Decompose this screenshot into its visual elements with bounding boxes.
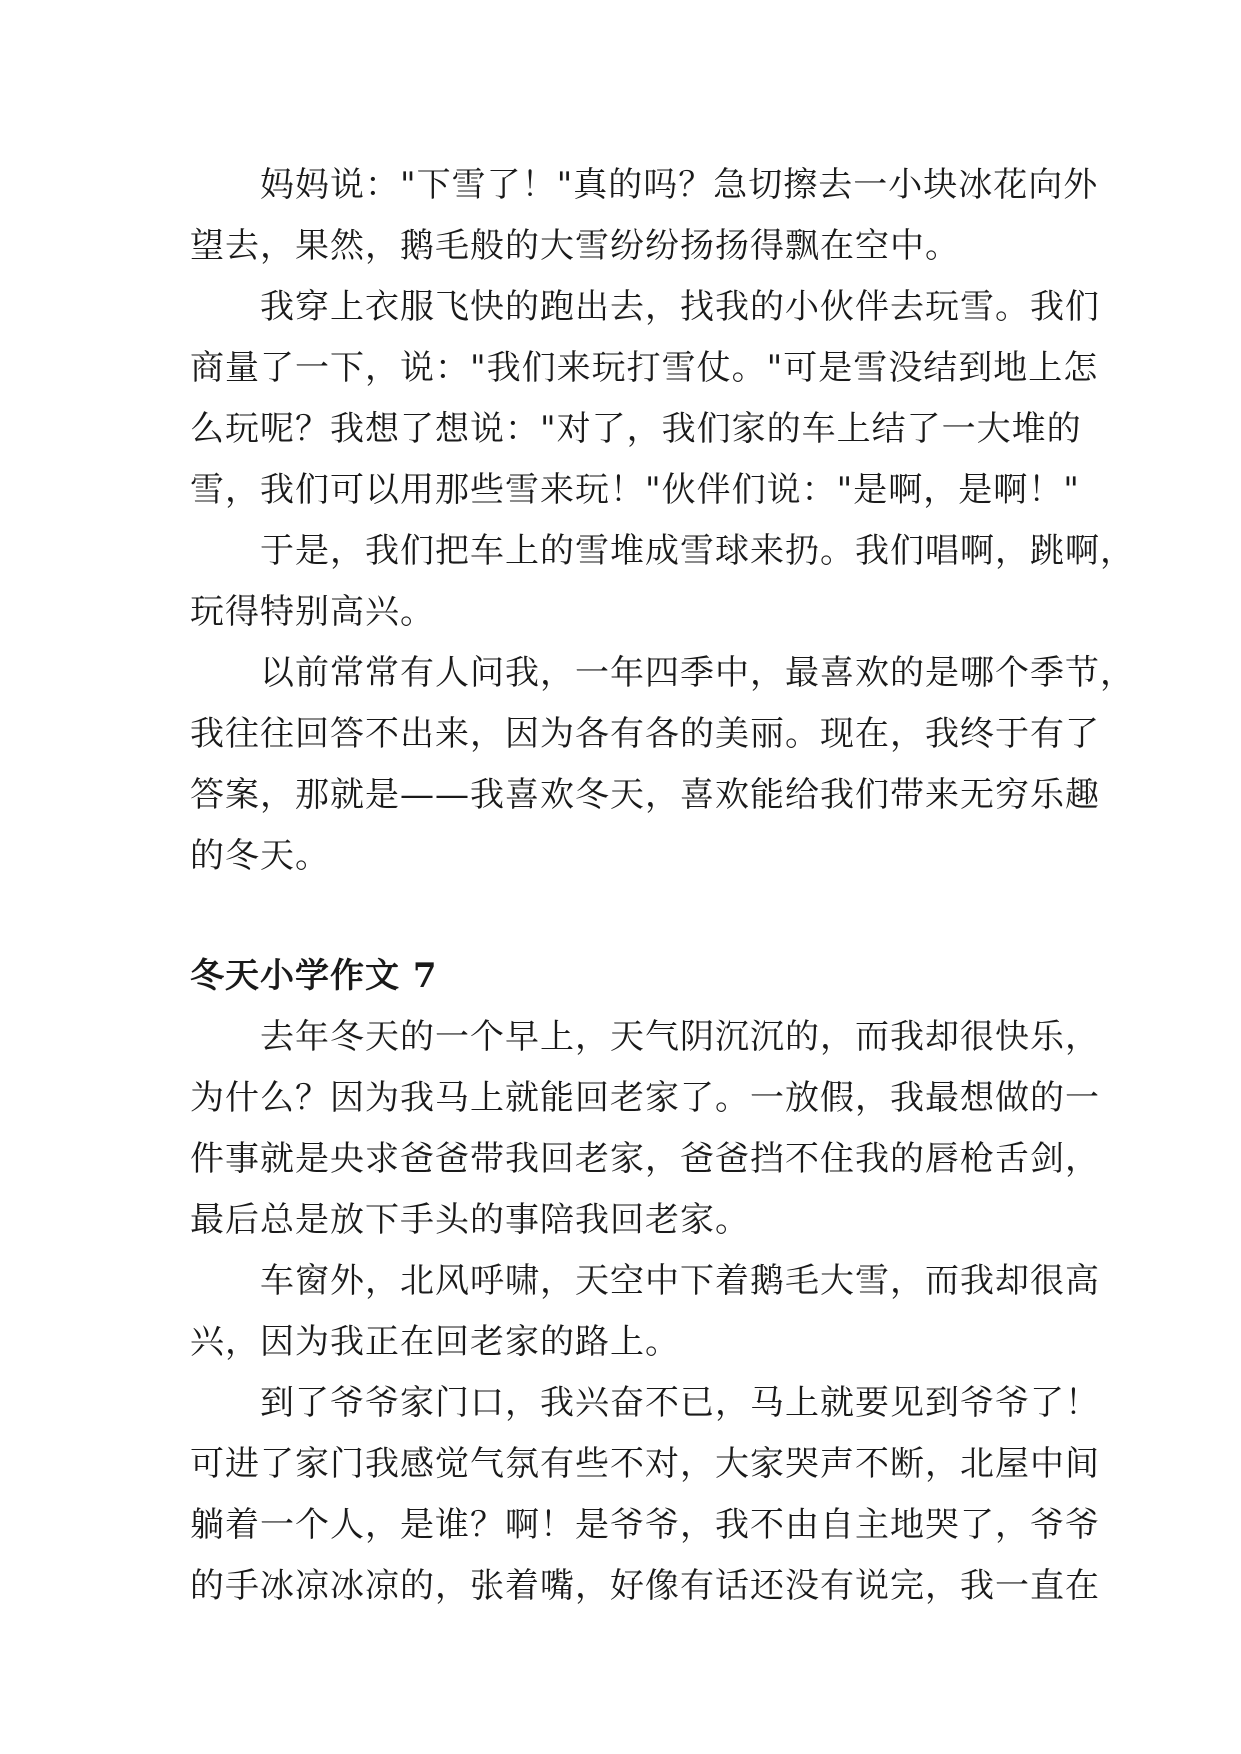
text-line: 于是，我们把车上的雪堆成雪球来扔。我们唱啊，跳啊， — [260, 531, 1135, 571]
text-line: 躺着一个人，是谁？啊！是爷爷，我不由自主地哭了，爷爷 — [190, 1505, 1100, 1545]
text-line: 我穿上衣服飞快的跑出去，找我的小伙伴去玩雪。我们 — [260, 287, 1100, 327]
text-line: 望去，果然，鹅毛般的大雪纷纷扬扬得飘在空中。 — [190, 226, 960, 266]
text-line: 去年冬天的一个早上，天气阴沉沉的，而我却很快乐， — [260, 1017, 1100, 1057]
text-line: 的手冰凉冰凉的，张着嘴，好像有话还没有说完，我一直在 — [190, 1566, 1100, 1606]
paragraph — [190, 643, 1135, 887]
text-line: 车窗外，北风呼啸，天空中下着鹅毛大雪，而我却很高 — [260, 1261, 1100, 1301]
text-line: 到了爷爷家门口，我兴奋不已，马上就要见到爷爷了！ — [260, 1383, 1100, 1423]
text-line: 件事就是央求爸爸带我回老家，爸爸挡不住我的唇枪舌剑， — [190, 1139, 1100, 1179]
paragraph — [190, 277, 1100, 521]
paragraph — [190, 1251, 1100, 1373]
text-line: 我往往回答不出来，因为各有各的美丽。现在，我终于有了 — [190, 714, 1100, 754]
document-body — [190, 155, 1135, 1617]
text-line: 答案，那就是——我喜欢冬天，喜欢能给我们带来无穷乐趣 — [190, 775, 1100, 815]
text-line: 的冬天。 — [190, 836, 330, 876]
essay-part-two — [190, 1007, 1100, 1617]
text-line: 以前常常有人问我，一年四季中，最喜欢的是哪个季节， — [260, 653, 1135, 693]
paragraph — [190, 1373, 1100, 1617]
paragraph — [190, 521, 1135, 643]
paragraph — [190, 1007, 1100, 1251]
text-line: 兴，因为我正在回老家的路上。 — [190, 1322, 680, 1362]
section-title: 冬天小学作文 7 — [190, 956, 438, 996]
text-line: 玩得特别高兴。 — [190, 592, 435, 632]
text-line: 可进了家门我感觉气氛有些不对，大家哭声不断，北屋中间 — [190, 1444, 1100, 1484]
text-line: 为什么？因为我马上就能回老家了。一放假，我最想做的一 — [190, 1078, 1100, 1118]
text-line: 妈妈说："下雪了！"真的吗？急切擦去一小块冰花向外 — [260, 165, 1099, 205]
text-line: 么玩呢？我想了想说："对了，我们家的车上结了一大堆的 — [190, 409, 1082, 449]
text-line: 商量了一下，说："我们来玩打雪仗。"可是雪没结到地上怎 — [190, 348, 1099, 388]
paragraph — [190, 155, 1099, 277]
text-line: 最后总是放下手头的事陪我回老家。 — [190, 1200, 750, 1240]
text-line: 雪，我们可以用那些雪来玩！"伙伴们说："是啊，是啊！" — [190, 470, 1080, 510]
essay-part-one — [190, 155, 1135, 887]
